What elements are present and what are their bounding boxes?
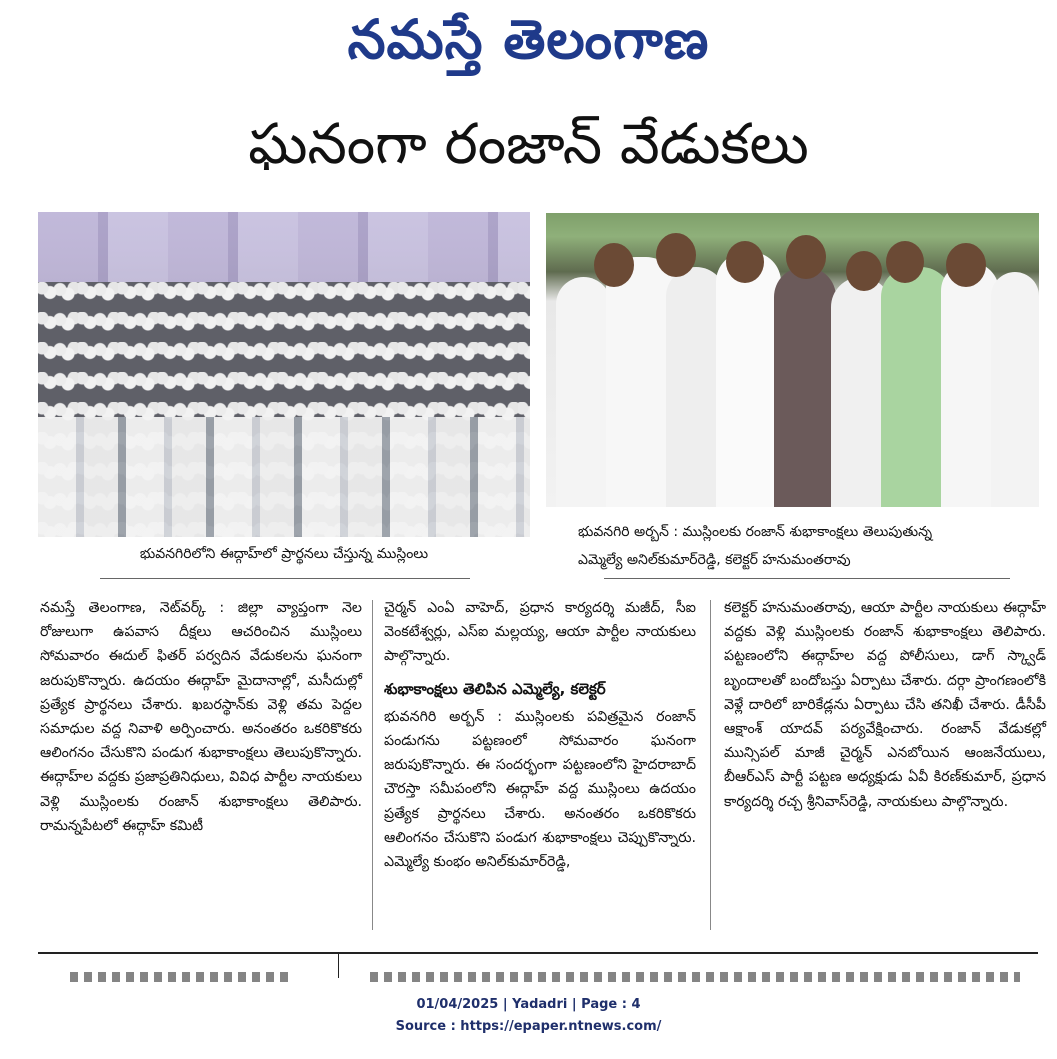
truncated-next-article xyxy=(70,972,290,982)
footer-date-edition: 01/04/2025 | Yadadri | Page : 4 xyxy=(416,997,641,1012)
page-footer xyxy=(0,994,1057,1038)
caption-right-line-1: భువనగిరి అర్బన్ : ముస్లింలకు రంజాన్ శుభాకాంక్షలు తెలుపుతున్న xyxy=(578,524,933,540)
page-bottom-divider xyxy=(338,954,339,978)
article-subheading: శుభాకాంక్షలు తెలిపిన ఎమ్మెల్యే, కలెక్టర్ xyxy=(384,679,606,698)
column-rule xyxy=(372,600,373,930)
column-rule xyxy=(710,600,711,930)
photo-caption-left: భువనగిరిలోని ఈద్గాహ్‌లో ప్రార్థనలు చేస్తున్న ముస్లింలు xyxy=(139,546,429,562)
caption-right-line-2: ఎమ్మెల్యే అనిల్‌కుమార్‌రెడ్డి, కలెక్టర్ హనుమంతరావు xyxy=(578,552,851,568)
newspaper-logo: నమస్తే తెలంగాణ xyxy=(347,8,710,71)
article-column-2-text-2: భువనగిరి అర్బన్ : ముస్లింలకు పవిత్రమైన రంజాన్ పండుగను పట్టణంలో సోమవారం ఘనంగా జరుపుకొన్నారు. ఈ సందర్భంగా పట్టణంలోని హైదరాబాద్ చౌరస్తా సమీపంలోని ఈద్గాహ్ వద్ద ముస్లింలు ఉదయం ప్రత్యేక ప్రార్థనలు చేశారు. అనంతరం ఒకరికొకరు ఆలింగనం చేసుకొని పండుగ శుభాకాంక్షలు చెప్పుకొన్నారు. ఎమ్మెల్యే కుంభం అనిల్‌కుమార్‌రెడ్డి, xyxy=(384,708,696,871)
headline: ఘనంగా రంజాన్ వేడుకలు xyxy=(248,112,809,177)
photo-eid-prayers xyxy=(38,212,530,537)
article-column-2 xyxy=(384,596,696,874)
photo-caption-right xyxy=(578,518,1038,574)
footer-source-link[interactable]: Source : https://epaper.ntnews.com/ xyxy=(395,1019,662,1034)
page-bottom-rule xyxy=(38,952,1038,954)
truncated-next-article xyxy=(370,972,1020,982)
article-column-2-text-1: చైర్మన్ ఎంఏ వాహెద్, ప్రధాన కార్యదర్శి మజీద్, సీఐ వెంకటేశ్వర్లు, ఎస్ఐ మల్లయ్య, ఆయా పార్టీల నాయకులు పాల్గొన్నారు. xyxy=(384,600,696,665)
article-column-1: నమస్తే తెలంగాణ, నెట్‌వర్క్ : జిల్లా వ్యాప్తంగా నెల రోజులుగా ఉపవాస దీక్షలు ఆచరించిన ముస్లింలు సోమవారం ఈదుల్ ఫితర్ పర్వదిన వేడుకలను ఘనంగా జరుపుకొన్నారు. ఉదయం ఈద్గాహ్ మైదానాల్లో, మసీదుల్లో ప్రత్యేక ప్రార్థనలు చేశారు. ఖబరస్థాన్‌కు వెళ్లి తమ పెద్దల సమాధుల వద్ద నివాళి అర్పించారు. అనంతరం ఒకరికొకరు ఆలింగనం చేసుకొని పండుగ శుభాకాంక్షలు తెలుపుకొన్నారు. ఈద్గాహ్‌ల వద్దకు ప్రజాప్రతినిధులు, వివిధ పార్టీల నాయకులు వెళ్లి ముస్లింలకు రంజాన్ శుభాకాంక్షలు తెలిపారు. రామన్నపేటలో ఈద్గాహ్ కమిటీ xyxy=(40,600,362,834)
caption-divider-right xyxy=(604,578,1010,579)
photo-mla-collector-greetings xyxy=(546,213,1039,507)
masthead xyxy=(0,0,1057,90)
article-column-3: కలెక్టర్ హనుమంతరావు, ఆయా పార్టీల నాయకులు ఈద్గాహ్ వద్దకు వెళ్లి ముస్లింలకు రంజాన్ శుభాకాంక్షలు తెలిపారు. పట్టణంలోని ఈద్గాహ్‌ల వద్ద పోలీసులు, డాగ్ స్క్వాడ్ బృందాలతో బందోబస్తు ఏర్పాటు చేశారు. దర్గా ప్రాంగణంలోకి వెళ్లే దారిలో బారికేడ్లను ఏర్పాటు చేసి తనిఖీ చేశారు. డీసీపీ ఆక్షాంశ్ యాదవ్ పర్యవేక్షించారు. రంజాన్ వేడుకల్లో మున్సిపల్ మాజీ చైర్మన్ ఎనబోయిన ఆంజనేయులు, బీఆర్ఎస్ పార్టీ పట్టణ అధ్యక్షుడు ఏవీ కిరణ్‌కుమార్, ప్రధాన కార్యదర్శి రచ్చ శ్రీనివాస్‌రెడ్డి, నాయకులు పాల్గొన్నారు. xyxy=(724,600,1046,810)
caption-divider-left xyxy=(100,578,470,579)
